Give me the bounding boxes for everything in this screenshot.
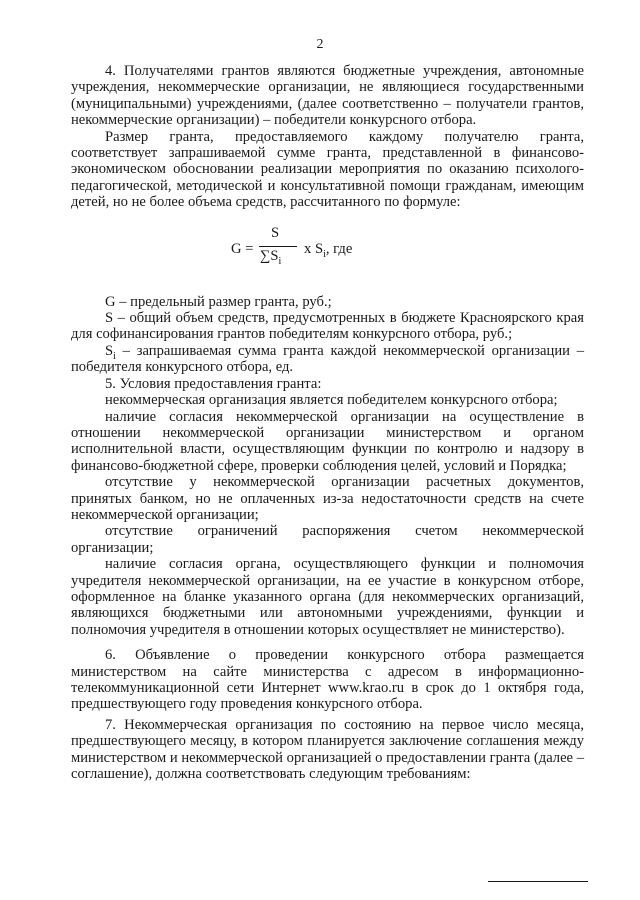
paragraph-7: 7. Некоммерческая организация по состоянию на первое число месяца, предшествующего месяцу, в котором планируется заключение соглашения между министерством и некоммерческой организацией о предоставлении гранта (далее – соглашение), должна соответствовать следующим требованиям:	[71, 716, 584, 783]
definition-s: S – общий объем средств, предусмотренных в бюджете Красноярского края для софинансирования грантов победителям конкурсного отбора, руб.;	[71, 310, 584, 343]
condition-4: отсутствие ограничений распоряжения счетом некоммерческой организации;	[71, 523, 584, 556]
formula-denominator: $\sum S_i$	[260, 247, 282, 267]
formula-lhs: G =	[231, 240, 254, 257]
condition-3: отсутствие у некоммерческой организации расчетных документов, принятых банком, но не оплаченных из-за недостаточности средств на счете некоммерческой организации;	[71, 474, 584, 523]
formula-numerator: S	[271, 224, 280, 241]
formula-fraction-bar	[259, 246, 297, 247]
definition-si: $S_i$ – запрашиваемая сумма гранта каждой некоммерческой организации – победителя конкурсного отбора, ед.	[71, 342, 584, 376]
condition-1: некоммерческая организация является победителем конкурсного отбора;	[105, 392, 558, 409]
grant-formula	[71, 225, 584, 282]
formula-rhs: x $S_i$, где	[304, 240, 353, 260]
page-number: 2	[316, 37, 324, 52]
paragraph-4: 4. Получателями грантов являются бюджетные учреждения, автономные учреждения, некоммерческие организации, не являющиеся государственными (муниципальными) учреждениями, (далее соответственно – получатели грантов, некоммерческие организации) – победители конкурсного отбора.	[71, 63, 584, 129]
paragraph-6: 6. Объявление о проведении конкурсного отбора размещается министерством на сайте министерства с адресом в информационно-телекоммуникационной сети Интернет www.krao.ru в срок до 1 октября года, предшествующего году проведения конкурсного отбора.	[71, 647, 584, 713]
condition-5: наличие согласия органа, осуществляющего функции и полномочия учредителя некоммерческой организации, на ее участие в конкурсном отборе, оформленное на бланке указанного органа (для некоммерческих организаций, являющихся бюджетными или автономными учреждениями, функции и полномочия учредителя в отношении которых осуществляет не министерство).	[71, 556, 584, 638]
paragraph-grant-size: Размер гранта, предоставляемого каждому получателю гранта, соответствует запрашиваемой сумме гранта, представленной в финансово-экономическом обосновании реализации мероприятия по оказанию психолого-педагогической, методической и консультативной помощи гражданам, имеющим детей, но не более объема средств, рассчитанного по формуле:	[71, 128, 584, 211]
footer-rule	[488, 881, 588, 882]
condition-2: наличие согласия некоммерческой организации на осуществление в отношении некоммерческой организации министерством и органом исполнительной власти, осуществляющим функции по контролю и надзору в финансово-бюджетной сфере, проверки соблюдения целей, условий и Порядка;	[71, 408, 584, 474]
document-body	[71, 63, 584, 782]
paragraph-5-title: 5. Условия предоставления гранта:	[105, 375, 322, 392]
definition-g: G – предельный размер гранта, руб.;	[105, 293, 332, 310]
